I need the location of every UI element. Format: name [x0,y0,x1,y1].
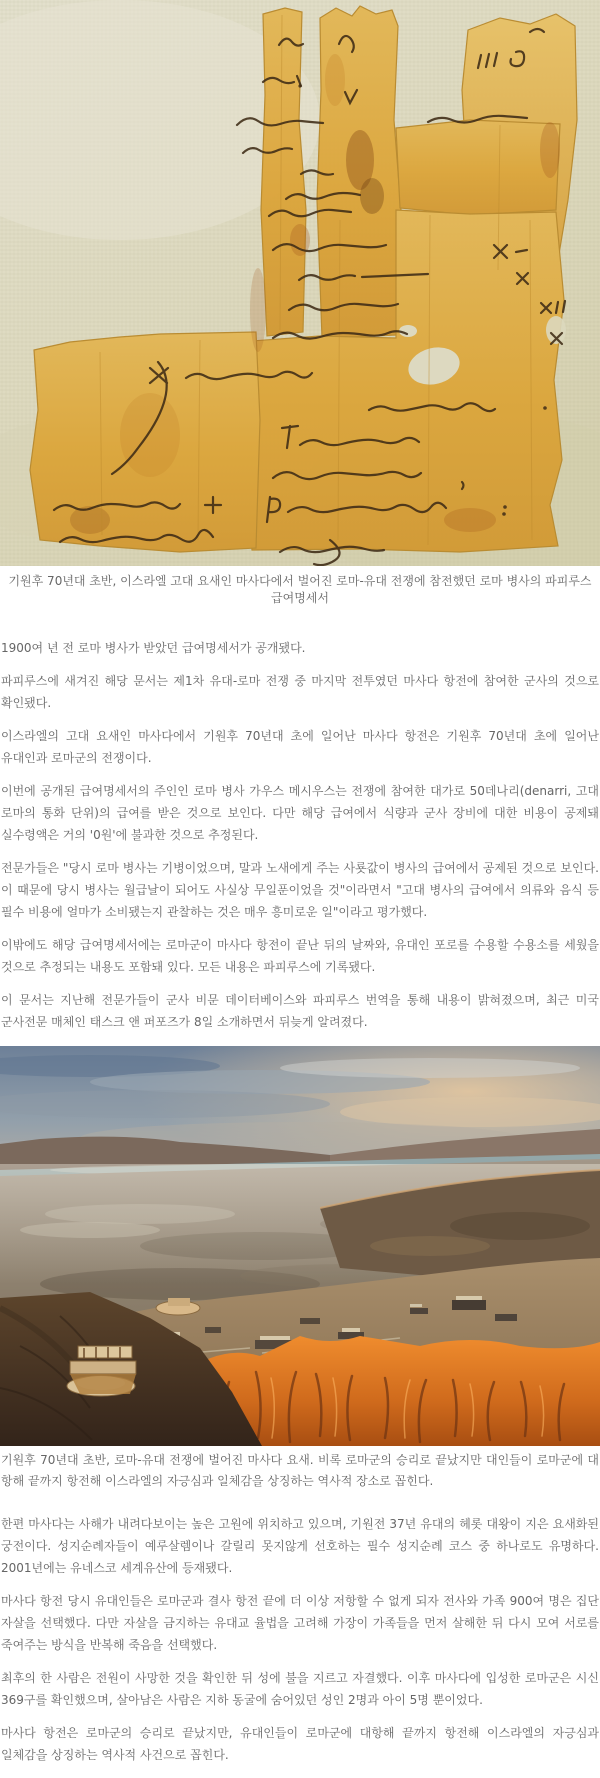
papyrus-photo [0,0,600,607]
papyrus-illustration [0,0,600,566]
article-paragraph: 최후의 한 사람은 전원이 사망한 것을 확인한 뒤 성에 불을 지르고 자결했다. 이후 마사다에 입성한 로마군은 시신 369구를 확인했으며, 살아남은 사람은 지하 동굴에 숨어있던 성인 2명과 아이 5명 뿐이었다. [1,1671,599,1707]
page-bottom-spacer [0,1766,600,1778]
masada-illustration [0,1046,600,1446]
article-paragraph: 전문가들은 "당시 로마 병사는 기병이었으며, 말과 노새에게 주는 사룟값이 병사의 급여에서 공제된 것으로 보인다. 이 때문에 당시 병사는 월급날이 되어도 사실상 무일푼이었을 것"이라면서 "고대 병사의 급여에서 의류와 음식 등 필수 비용에 얼마가 소비됐는지 관찰하는 것은 매우 흥미로운 일"이라고 평가했다. [1,861,599,919]
article-paragraph: 이밖에도 해당 급여명세서에는 로마군이 마사다 항전이 끝난 뒤의 날짜와, 유대인 포로를 수용할 수용소를 세웠을 것으로 추정되는 내용도 포함돼 있다. 모든 내용은 파피루스에 기록됐다. [1,938,599,974]
article-paragraph: 마사다 항전 당시 유대인들은 로마군과 결사 항전 끝에 더 이상 저항할 수 없게 되자 전사와 가족 900여 명은 집단 자살을 선택했다. 다만 자살을 금지하는 유대교 율법을 고려해 가장이 가족들을 먼저 살해한 뒤 다시 모여 서로를 죽여주는 방식을 반복해 죽음을 선택했다. [1,1594,599,1652]
papyrus-caption: 기원후 70년대 초반, 이스라엘 고대 요새인 마사다에서 벌어진 로마-유대 전쟁에 참전했던 로마 병사의 파피루스 급여명세서 [8,574,592,605]
article-body-top [0,637,600,1033]
article-body-bottom [0,1513,600,1766]
article-paragraph: 한편 마사다는 사해가 내려다보이는 높은 고원에 위치하고 있으며, 기원전 37년 유대의 헤롯 대왕이 지은 요새화된 궁전이다. 성지순례자들이 예루살렘이나 갈릴리 못지않게 선호하는 필수 성지순례 코스 중 하나로도 유명하다. 2001년에는 유네스코 세계유산에 등재됐다. [1,1517,599,1575]
article-paragraph: 1900여 년 전 로마 병사가 받았던 급여명세서가 공개됐다. [1,641,306,655]
masada-caption: 기원후 70년대 초반, 로마-유대 전쟁에 벌어진 마사다 요새. 비록 로마군의 승리로 끝났지만 대인들이 로마군에 대항해 끝까지 항전해 이스라엘의 자긍심과 일체감을 상징하는 역사적 장소로 꼽힌다. [1,1453,599,1488]
masada-photo [0,1046,600,1492]
article-paragraph: 파피루스에 새겨진 해당 문서는 제1차 유대-로마 전쟁 중 마지막 전투였던 마사다 항전에 참여한 군사의 것으로 확인됐다. [1,674,599,710]
article-paragraph: 마사다 항전은 로마군의 승리로 끝났지만, 유대인들이 로마군에 대항해 끝까지 항전해 이스라엘의 자긍심과 일체감을 상징하는 역사적 사건으로 꼽힌다. [1,1726,599,1762]
article-paragraph: 이 문서는 지난해 전문가들이 군사 비문 데이터베이스와 파피루스 번역을 통해 내용이 밝혀졌으며, 최근 미국 군사전문 매체인 태스크 앤 퍼포즈가 8일 소개하면서 뒤늦게 알려졌다. [1,993,599,1029]
article-paragraph: 이스라엘의 고대 요새인 마사다에서 기원후 70년대 초에 일어난 마사다 항전은 기원후 70년대 초에 일어난 유대인과 로마군의 전쟁이다. [1,729,599,765]
article-paragraph: 이번에 공개된 급여명세서의 주인인 로마 병사 가우스 메시우스는 전쟁에 참여한 대가로 50데나리(denarri, 고대 로마의 통화 단위)의 급여를 받은 것으로 보인다. 다만 해당 급여에서 식량과 군사 장비에 대한 비용이 공제돼 실수령액은 거의 '0원'에 불과한 것으로 추정된다. [1,784,599,842]
